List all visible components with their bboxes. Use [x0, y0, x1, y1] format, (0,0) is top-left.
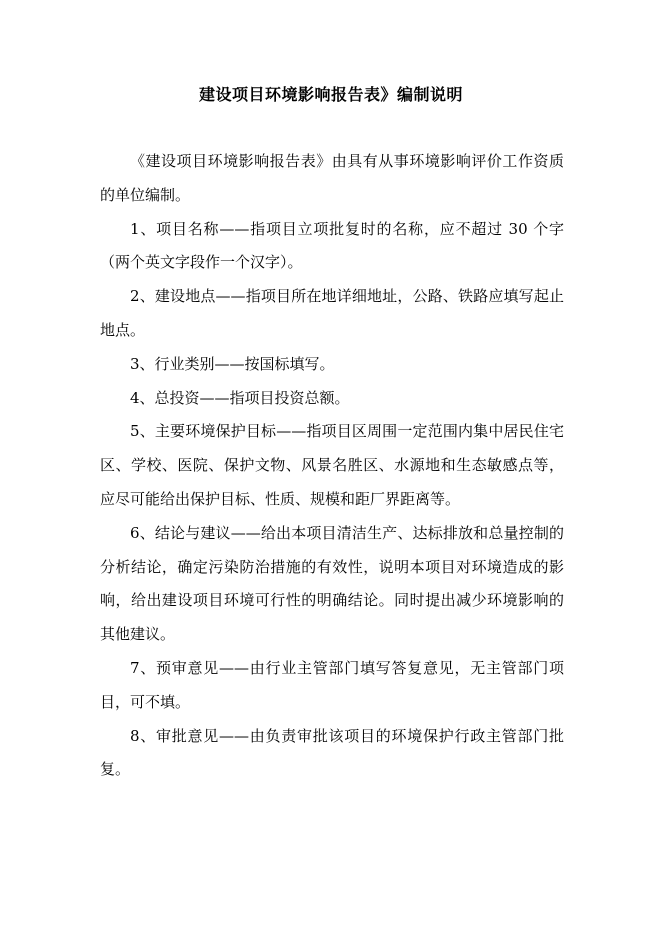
paragraph-item-8: 8、审批意见——由负责审批该项目的环境保护行政主管部门批复。: [100, 726, 564, 779]
paragraph-item-5: 5、主要环境保护目标——指项目区周围一定范围内集中居民住宅区、学校、医院、保护文物、风景名胜区、水源地和生态敏感点等，应尽可能给出保护目标、性质、规模和距厂界距离等。: [100, 422, 564, 508]
document-body: [100, 145, 564, 787]
paragraph-item-2: 2、建设地点——指项目所在地详细地址，公路、铁路应填写起止地点。: [100, 287, 564, 339]
paragraph-item-6: 6、结论与建议——给出本项目清洁生产、达标排放和总量控制的分析结论，确定污染防治措施的有效性，说明本项目对环境造成的影响，给出建设项目环境可行性的明确结论。同时提出减少环境影响的其他建议。: [100, 523, 564, 644]
paragraph-item-7: 7、预审意见——由行业主管部门填写答复意见，无主管部门项目，可不填。: [100, 658, 564, 711]
paragraph-intro: 《建设项目环境影响报告表》由具有从事环境影响评价工作资质的单位编制。: [100, 152, 564, 204]
paragraph-item-4: 4、总投资——指项目投资总额。: [130, 388, 350, 407]
paragraph-item-3: 3、行业类别——按国标填写。: [130, 354, 335, 373]
paragraph-item-1: 1、项目名称——指项目立项批复时的名称，应不超过 30 个字（两个英文字段作一个汉字）。: [100, 219, 564, 272]
document-title: 建设项目环境影响报告表》编制说明: [198, 85, 463, 104]
